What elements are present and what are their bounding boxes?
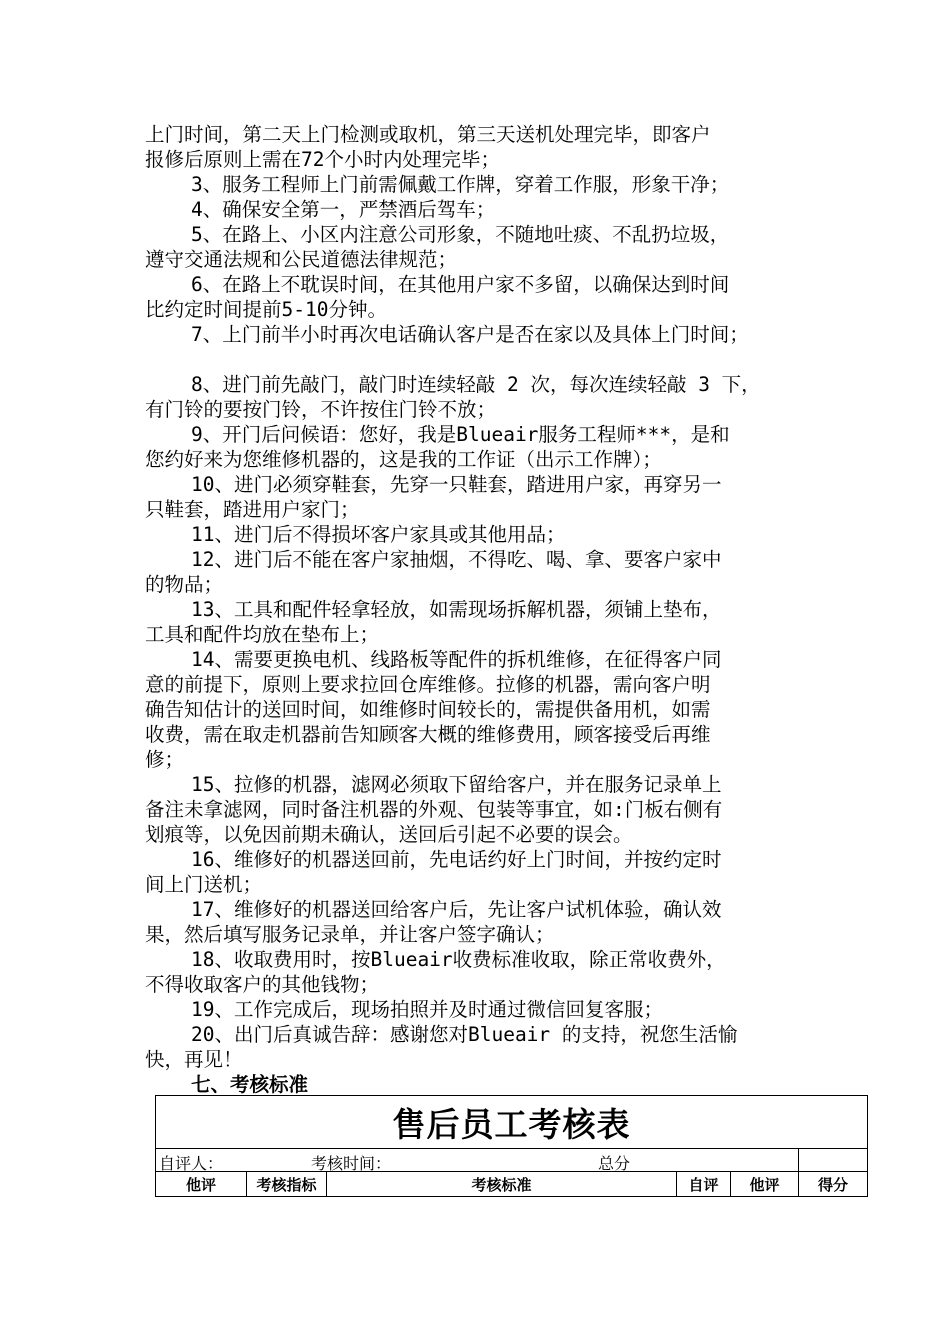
column-header: 他评 [731,1172,799,1197]
paragraph-line: 比约定时间提前5-10分钟。 [145,298,387,321]
paragraph-line: 备注未拿滤网，同时备注机器的外观、包装等事宜，如:门板右侧有 [145,798,723,821]
paragraph-line: 14、需要更换电机、线路板等配件的拆机维修，在征得客户同 [191,648,722,671]
paragraph-line: 修； [145,748,185,771]
paragraph-line: 19、工作完成后，现场拍照并及时通过微信回复客服； [191,998,663,1021]
paragraph-line: 快，再见！ [145,1048,243,1071]
paragraph-line: 12、进门后不能在客户家抽烟，不得吃、喝、拿、要客户家中 [191,548,722,571]
paragraph-line: 5、在路上、小区内注意公司形象，不随地吐痰、不乱扔垃圾， [191,223,730,246]
paragraph-line: 8、进门前先敲门，敲门时连续轻敲 2 次，每次连续轻敲 3 下， [191,373,761,396]
column-header: 考核指标 [247,1172,327,1197]
paragraph-line: 您约好来为您维修机器的，这是我的工作证（出示工作牌）； [145,448,662,471]
paragraph-line: 4、确保安全第一，严禁酒后驾车； [191,198,496,221]
paragraph-line: 9、开门后问候语：您好，我是Blueair服务工程师***，是和 [191,423,730,446]
paragraph-line: 17、维修好的机器送回给客户后，先让客户试机体验，确认效 [191,898,722,921]
assess-time-label: 考核时间： [311,1154,392,1173]
self-evaluator-label: 自评人： [159,1154,224,1173]
paragraph-line: 意的前提下，原则上要求拉回仓库维修。拉修的机器，需向客户明 [145,673,711,696]
paragraph-line: 不得收取客户的其他钱物； [145,973,380,996]
paragraph-line: 确告知估计的送回时间，如维修时间较长的，需提供备用机，如需 [145,698,711,721]
paragraph-line: 有门铃的要按门铃，不许按住门铃不放； [145,398,497,421]
total-score-label: 总分 [598,1154,631,1173]
paragraph-line: 遵守交通法规和公民道德法律规范； [145,248,458,271]
table-info-row [156,1149,799,1172]
column-header: 考核标准 [327,1172,677,1197]
total-score-cell [799,1149,868,1172]
paragraph-line: 10、进门必须穿鞋套，先穿一只鞋套，踏进用户家，再穿另一 [191,473,722,496]
paragraph-line: 20、出门后真诚告辞：感谢您对Blueair 的支持，祝您生活愉 [191,1023,738,1046]
table-title: 售后员工考核表 [156,1096,868,1149]
document-body [145,122,825,1097]
paragraph-line: 上门时间，第二天上门检测或取机，第三天送机处理完毕，即客户 [145,123,711,146]
assessment-table [155,1095,868,1197]
paragraph-line: 6、在路上不耽误时间，在其他用户家不多留，以确保达到时间 [191,273,730,296]
paragraph-line: 间上门送机； [145,873,263,896]
paragraph-line: 果，然后填写服务记录单，并让客户签字确认； [145,923,555,946]
paragraph-line: 报修后原则上需在72个小时内处理完毕； [145,148,500,171]
paragraph-line: 7、上门前半小时再次电话确认客户是否在家以及具体上门时间； [191,323,749,346]
paragraph-line: 11、进门后不得损坏客户家具或其他用品； [191,523,566,546]
paragraph-line: 18、收取费用时，按Blueair收费标准收取，除正常收费外， [191,948,726,971]
paragraph-line: 只鞋套，踏进用户家门； [145,498,360,521]
column-header: 自评 [677,1172,731,1197]
paragraph-line: 工具和配件均放在垫布上； [145,623,380,646]
paragraph-line: 划痕等，以免因前期未确认，送回后引起不必要的误会。 [145,823,633,846]
paragraph-line: 15、拉修的机器，滤网必须取下留给客户，并在服务记录单上 [191,773,722,796]
paragraph-line: 16、维修好的机器送回前，先电话约好上门时间，并按约定时 [191,848,722,871]
section-heading: 七、考核标准 [191,1073,309,1096]
column-header: 得分 [799,1172,868,1197]
column-header: 他评 [156,1172,247,1197]
paragraph-line: 3、服务工程师上门前需佩戴工作牌，穿着工作服，形象干净； [191,173,730,196]
paragraph-line: 的物品； [145,573,224,596]
paragraph-line: 收费，需在取走机器前告知顾客大概的维修费用，顾客接受后再维 [145,723,711,746]
paragraph-line: 13、工具和配件轻拿轻放，如需现场拆解机器，须铺上垫布， [191,598,722,621]
paragraph-gap [145,347,825,372]
